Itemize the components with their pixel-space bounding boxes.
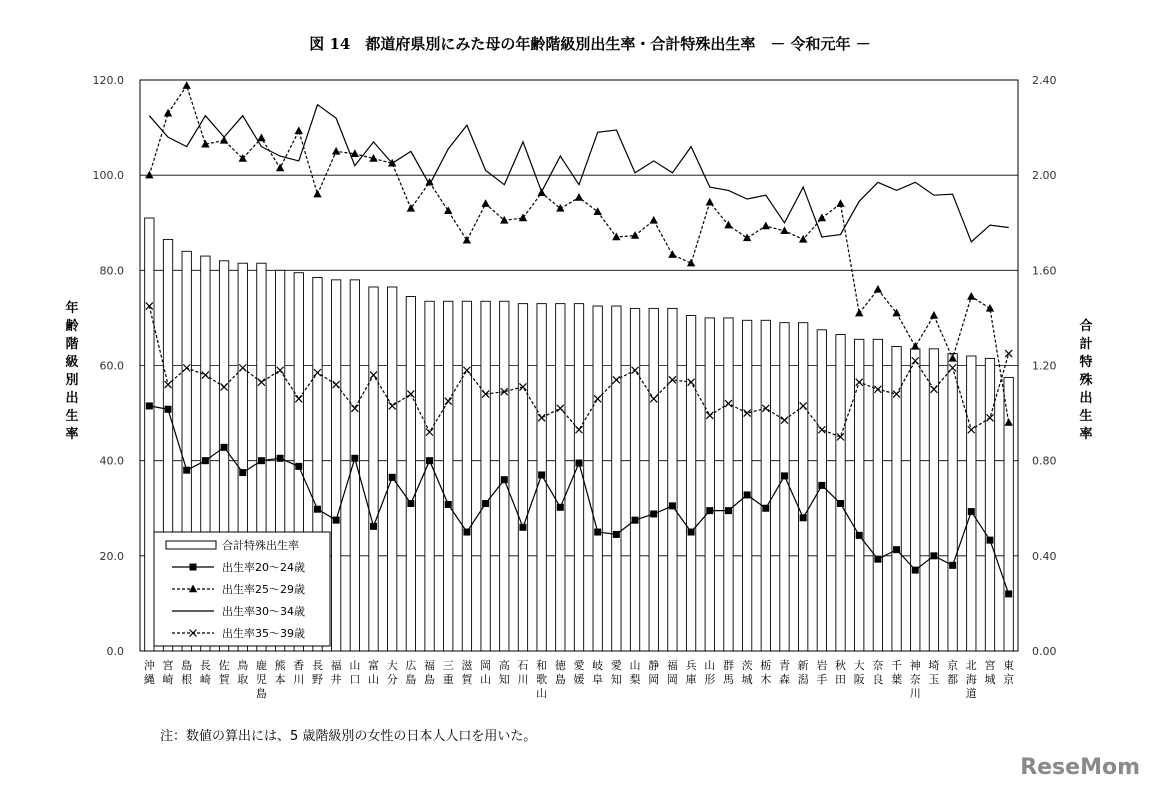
point-triangle (295, 126, 303, 134)
point-square (986, 537, 993, 544)
category-label: 山梨 (629, 659, 641, 686)
point-triangle (855, 309, 863, 317)
y-tick-left: 20.0 (99, 549, 124, 563)
line-series-3 (149, 105, 1008, 242)
point-square (706, 507, 713, 514)
point-triangle (743, 233, 751, 241)
point-triangle (706, 198, 714, 206)
category-label: 徳島 (554, 659, 566, 686)
category-label: 岡山 (480, 659, 492, 686)
axis-label-char: 別 (65, 373, 79, 388)
point-triangle (818, 213, 826, 221)
bar-total-fertility (948, 354, 957, 651)
point-triangle (313, 190, 321, 198)
category-label: 愛知 (610, 659, 622, 686)
point-square (725, 507, 732, 514)
y-tick-right: 0.40 (1032, 549, 1057, 563)
point-square (333, 517, 340, 524)
point-triangle (332, 147, 340, 155)
point-square (165, 406, 172, 413)
category-label: 高知 (498, 659, 510, 686)
legend (154, 532, 330, 646)
point-square (856, 532, 863, 539)
axis-label-char: 率 (1079, 427, 1093, 442)
bar-total-fertility (761, 320, 770, 651)
bar-total-fertility (705, 318, 714, 651)
axis-label-char: 生 (1079, 409, 1093, 424)
y-tick-right: 2.00 (1032, 169, 1057, 183)
point-square (389, 474, 396, 481)
point-square (613, 531, 620, 538)
category-label: 長野 (311, 659, 323, 686)
category-label: 新潟 (797, 659, 809, 686)
category-label: 香川 (293, 659, 305, 686)
bar-total-fertility (668, 308, 677, 651)
category-label: 福岡 (666, 659, 678, 686)
category-label: 和歌山 (536, 659, 548, 700)
y-tick-right: 0.80 (1032, 454, 1057, 468)
y-axis-label-left (65, 300, 78, 442)
category-label: 千葉 (891, 659, 903, 686)
category-label: 兵庫 (685, 659, 697, 686)
category-label: 滋賀 (461, 659, 473, 686)
category-label: 沖縄 (143, 659, 155, 686)
point-square (781, 472, 788, 479)
point-square (968, 508, 975, 515)
point-square (190, 564, 197, 571)
axis-label-char: 率 (65, 427, 79, 442)
point-triangle (183, 81, 191, 89)
category-label: 大分 (386, 659, 398, 686)
bar-total-fertility (855, 339, 864, 651)
bar-total-fertility (612, 306, 621, 651)
y-tick-left: 60.0 (99, 359, 124, 373)
point-square (221, 444, 228, 451)
point-square (688, 529, 695, 536)
bar-total-fertility (518, 304, 527, 651)
bar-total-fertility (406, 297, 415, 651)
point-triangle (911, 342, 919, 350)
axis-label-char: 計 (1079, 337, 1093, 352)
bar-total-fertility (985, 358, 994, 651)
point-square (930, 552, 937, 559)
point-triangle (593, 207, 601, 215)
point-triangle (556, 204, 564, 212)
bar-total-fertility (369, 287, 378, 651)
point-triangle (519, 213, 527, 221)
point-triangle (687, 259, 695, 267)
axis-label-char: 齢 (65, 319, 79, 334)
point-square (538, 471, 545, 478)
category-label: 富山 (368, 659, 380, 686)
bar-total-fertility (425, 301, 434, 651)
point-square (949, 562, 956, 569)
category-label: 神奈川 (909, 659, 921, 700)
bar-total-fertility (481, 301, 490, 651)
category-label: 岩手 (816, 659, 828, 686)
point-square (874, 556, 881, 563)
category-label: 京都 (947, 659, 959, 686)
point-triangle (631, 231, 639, 239)
point-triangle (481, 199, 489, 207)
point-square (893, 546, 900, 553)
point-square (576, 460, 583, 467)
category-label: 福島 (424, 659, 436, 686)
axis-label-char: 特 (1079, 355, 1093, 370)
y-tick-right: 0.00 (1032, 645, 1057, 658)
point-square (426, 457, 433, 464)
footnote: 注：数値の算出には、5 歳階級別の女性の日本人人口を用いた。 (160, 729, 537, 744)
point-square (800, 514, 807, 521)
point-square (1005, 590, 1012, 597)
point-triangle (444, 206, 452, 214)
point-triangle (967, 292, 975, 300)
y-tick-left: 0.0 (106, 645, 124, 658)
point-triangle (836, 199, 844, 207)
category-label: 広島 (405, 659, 417, 686)
y-tick-right: 2.40 (1032, 74, 1057, 87)
category-label: 静岡 (648, 659, 660, 686)
category-label: 長崎 (199, 659, 211, 686)
bar-total-fertility (911, 349, 920, 651)
point-triangle (575, 193, 583, 201)
bar-total-fertility (331, 280, 340, 651)
point-square (594, 529, 601, 536)
category-label: 秋田 (835, 659, 847, 686)
category-label: 岐阜 (592, 659, 604, 686)
point-triangle (986, 304, 994, 312)
bar-total-fertility (836, 335, 845, 651)
point-triangle (650, 216, 658, 224)
category-label: 愛媛 (573, 659, 585, 686)
bar-total-fertility (799, 323, 808, 651)
point-square (501, 476, 508, 483)
y-tick-right: 1.60 (1032, 264, 1057, 278)
bar-total-fertility (593, 306, 602, 651)
point-square (295, 463, 302, 470)
category-label: 熊本 (274, 659, 286, 686)
point-square (912, 567, 919, 574)
point-square (314, 506, 321, 513)
point-triangle (257, 134, 265, 142)
point-square (351, 455, 358, 462)
axis-label-char: 出 (1079, 391, 1093, 406)
legend-label: 出生率35～39歳 (222, 627, 305, 640)
point-triangle (164, 109, 172, 117)
y-tick-left: 40.0 (99, 454, 124, 468)
category-axis-labels (144, 658, 1014, 700)
bar-total-fertility (350, 280, 359, 651)
point-square (669, 502, 676, 509)
category-label: 奈良 (872, 659, 884, 686)
category-label: 島根 (181, 659, 193, 686)
category-label: 宮城 (984, 659, 996, 686)
point-square (370, 523, 377, 530)
point-square (445, 501, 452, 508)
point-square (818, 482, 825, 489)
bar-total-fertility (686, 316, 695, 651)
category-label: 宮崎 (162, 659, 174, 686)
point-square (557, 504, 564, 511)
point-square (650, 510, 657, 517)
point-square (183, 467, 190, 474)
legend-label: 出生率25～29歳 (222, 583, 305, 596)
point-square (277, 455, 284, 462)
category-label: 群馬 (722, 659, 734, 686)
axis-label-char: 階 (65, 337, 79, 352)
point-square (463, 529, 470, 536)
axis-label-char: 級 (65, 355, 79, 370)
y-tick-left: 120.0 (92, 74, 124, 87)
point-triangle (762, 222, 770, 230)
point-square (239, 469, 246, 476)
category-label: 北海道 (965, 659, 977, 700)
bar-total-fertility (892, 346, 901, 651)
point-square (762, 505, 769, 512)
category-label: 大阪 (853, 659, 865, 686)
point-triangle (930, 311, 938, 319)
point-triangle (276, 164, 284, 172)
legend-label: 出生率20～24歳 (222, 561, 305, 574)
axis-label-char: 合 (1079, 319, 1093, 334)
legend-label: 出生率30～34歳 (222, 605, 305, 618)
category-label: 鹿児島 (255, 659, 267, 700)
category-label: 東京 (1003, 659, 1015, 686)
point-square (632, 517, 639, 524)
point-triangle (874, 285, 882, 293)
category-label: 福井 (330, 659, 342, 686)
legend-swatch-bar (166, 541, 216, 549)
point-square (407, 500, 414, 507)
point-square (202, 457, 209, 464)
point-triangle (668, 250, 676, 258)
category-label: 茨城 (741, 659, 753, 686)
bar-total-fertility (388, 287, 397, 651)
category-label: 山口 (349, 659, 361, 686)
axis-label-char: 殊 (1079, 373, 1093, 388)
point-square (744, 491, 751, 498)
bar-total-fertility (929, 349, 938, 651)
point-triangle (145, 171, 153, 179)
bar-total-fertility (630, 308, 639, 651)
series-line (149, 105, 1008, 242)
category-label: 埼玉 (928, 659, 940, 686)
y-tick-right: 1.20 (1032, 359, 1057, 373)
bar-total-fertility (742, 320, 751, 651)
bar-total-fertility (556, 304, 565, 651)
axis-label-char: 生 (65, 409, 79, 424)
point-square (258, 457, 265, 464)
point-triangle (780, 226, 788, 234)
brand-logo: ReseMom (1020, 755, 1140, 780)
bar-total-fertility (444, 301, 453, 651)
point-x (1005, 350, 1012, 357)
category-label: 佐賀 (218, 659, 230, 686)
category-label: 三重 (442, 659, 454, 686)
point-square (482, 500, 489, 507)
y-axis-label-right (1079, 318, 1093, 442)
category-label: 青森 (778, 659, 790, 686)
axis-label-char: 年 (65, 301, 79, 316)
bar-total-fertility (967, 356, 976, 651)
bar-total-fertility (649, 308, 658, 651)
bar-total-fertility (724, 318, 733, 651)
bar-total-fertility (500, 301, 509, 651)
axis-label-char: 出 (65, 391, 79, 406)
bar-total-fertility (462, 301, 471, 651)
category-label: 石川 (517, 659, 529, 686)
category-label: 山形 (704, 659, 716, 686)
bar-total-fertility (780, 323, 789, 651)
chart-title: 図 14 都道府県別にみた母の年齢階級別出生率・合計特殊出生率 － 令和元年 － (309, 35, 871, 53)
point-square (519, 524, 526, 531)
bar-total-fertility (145, 218, 154, 651)
point-square (837, 500, 844, 507)
legend-label: 合計特殊出生率 (222, 539, 299, 552)
y-tick-left: 80.0 (99, 264, 124, 278)
y-tick-left: 100.0 (92, 169, 124, 183)
category-label: 栃木 (760, 659, 772, 686)
point-square (146, 402, 153, 409)
category-label: 鳥取 (237, 659, 249, 686)
point-triangle (463, 236, 471, 244)
